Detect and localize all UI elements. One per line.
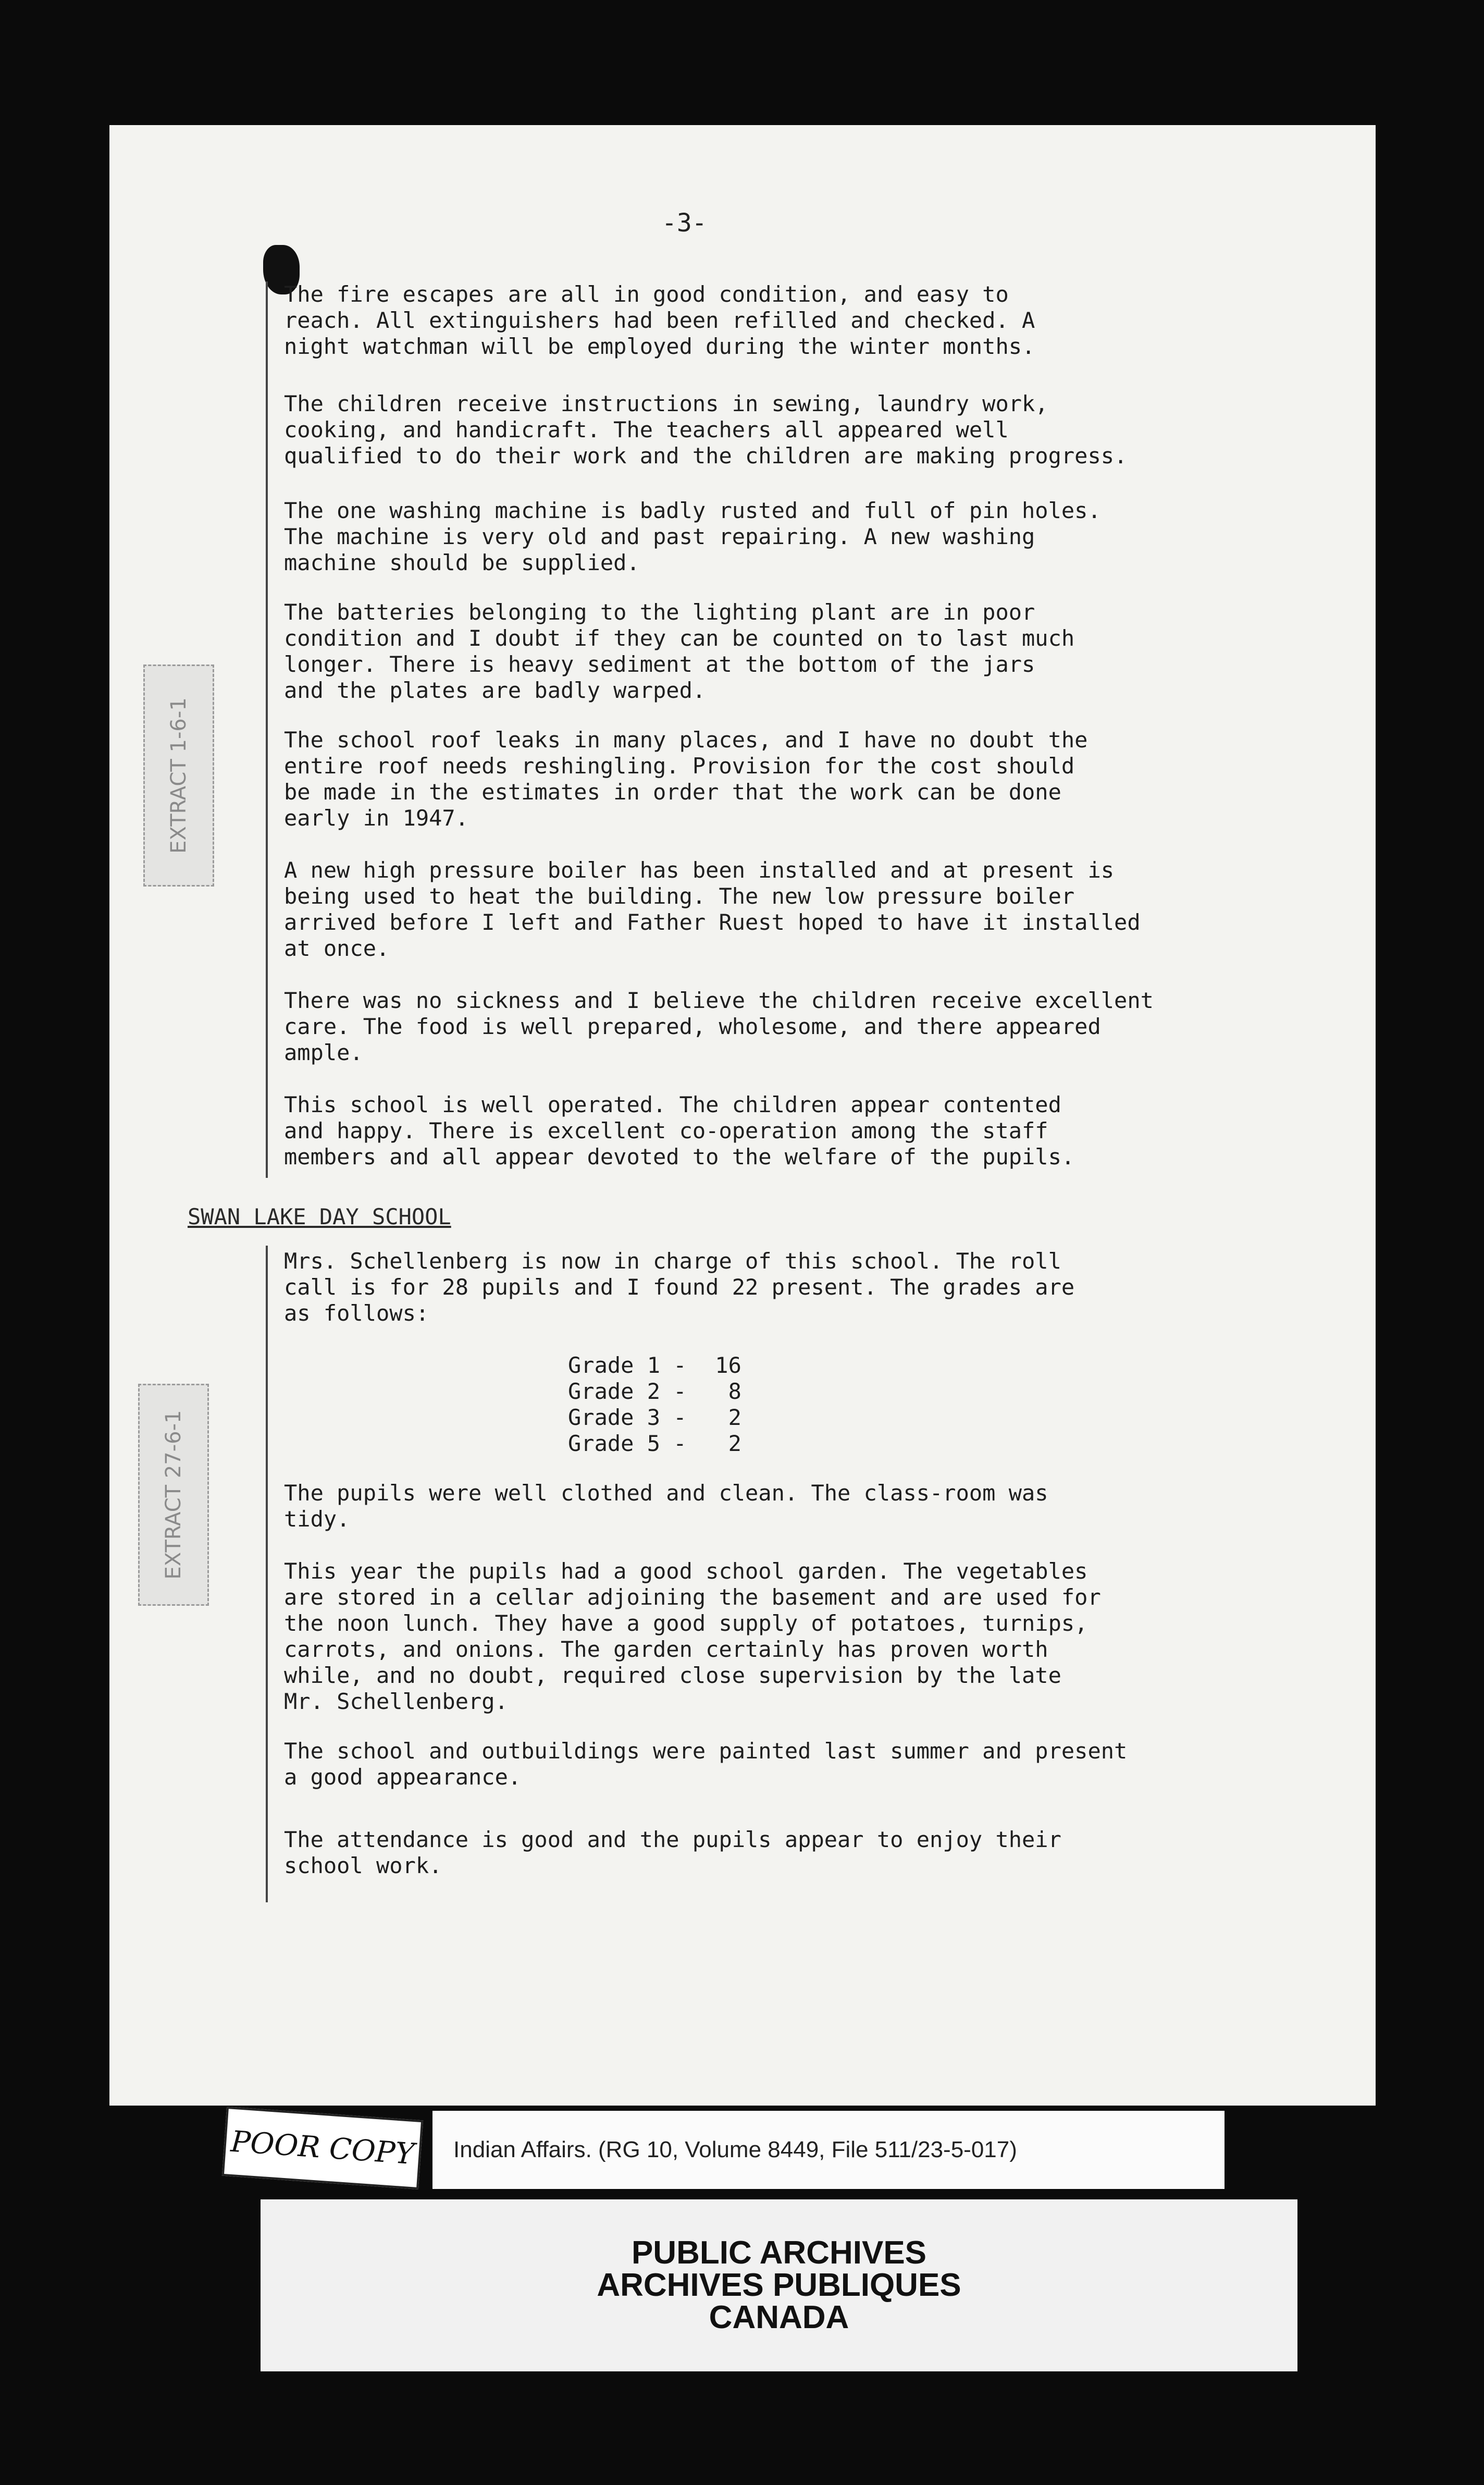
extract-stamp: EXTRACT 27-6-1 [138,1384,209,1606]
paragraph-clothing: The pupils were well clothed and clean. The class-room was tidy. [284,1480,1048,1532]
section-heading: SWAN LAKE DAY SCHOOL [188,1204,451,1229]
archive-reference: Indian Affairs. (RG 10, Volume 8449, File 511/23-5-017) [432,2111,1225,2189]
paragraph-fire-escapes: The fire escapes are all in good condition, and easy to reach. All extinguishers had been refilled and checked. A night watchman will be employed during the winter months. [284,281,1035,359]
margin-bracket [266,1246,268,1902]
archives-stamp [261,2199,1297,2371]
poor-copy-label: POOR COPY [222,2107,423,2189]
paragraph-batteries: The batteries belonging to the lighting plant are in poor condition and I doubt if they can be counted on to last much longer. There is heavy sediment at the bottom of the jars and the plates are badly warped. [284,599,1075,703]
paragraph-garden: This year the pupils had a good school garden. The vegetables are stored in a cellar adjoining the basement and are used for the noon lunch. They have a good supply of potatoes, turnips, carrots, and onions. The garden certainly has proven worth while, and no doubt, required close supervision by the late Mr. Schellenberg. [284,1558,1101,1714]
archives-line-french: ARCHIVES PUBLIQUES [597,2267,961,2303]
grade-row: Grade 2 - 8 [568,1379,741,1404]
paragraph-washing-machine: The one washing machine is badly rusted and full of pin holes. The machine is very old and past repairing. A new washing machine should be supplied. [284,498,1101,575]
paragraph-boiler: A new high pressure boiler has been installed and at present is being used to heat the building. The new low pressure boiler arrived before I left and Father Ruest hoped to have it installed at once. [284,857,1141,961]
section-intro: Mrs. Schellenberg is now in charge of this school. The roll call is for 28 pupils and I found 22 present. The grades are as follows: [284,1248,1075,1326]
margin-bracket [266,281,268,1178]
page-number: -3- [662,208,707,238]
paragraph-buildings: The school and outbuildings were painted last summer and present a good appearance. [284,1738,1128,1790]
extract-stamp: EXTRACT 1-6-1 [143,665,214,887]
paragraph-attendance: The attendance is good and the pupils appear to enjoy their school work. [284,1827,1061,1878]
archives-line-english: PUBLIC ARCHIVES [631,2235,927,2271]
paragraph-roof: The school roof leaks in many places, and I have no doubt the entire roof needs reshingling. Provision for the cost should be made in the estimates in order that the work can be done early in 1947. [284,727,1088,831]
paragraph-instruction: The children receive instructions in sewing, laundry work, cooking, and handicraft. The teachers all appeared well qualified to do their work and the children are making progress. [284,391,1128,469]
grade-row: Grade 1 - 16 [568,1352,741,1378]
grade-row: Grade 5 - 2 [568,1431,741,1456]
paragraph-health: There was no sickness and I believe the children receive excellent care. The food is well prepared, wholesome, and there appeared ample. [284,988,1154,1065]
grade-row: Grade 3 - 2 [568,1405,741,1430]
paragraph-operation: This school is well operated. The children appear contented and happy. There is excellent co-operation among the staff members and all appear devoted to the welfare of the pupils. [284,1092,1075,1170]
grades-list [568,1352,741,1457]
archives-line-country: CANADA [709,2299,849,2335]
